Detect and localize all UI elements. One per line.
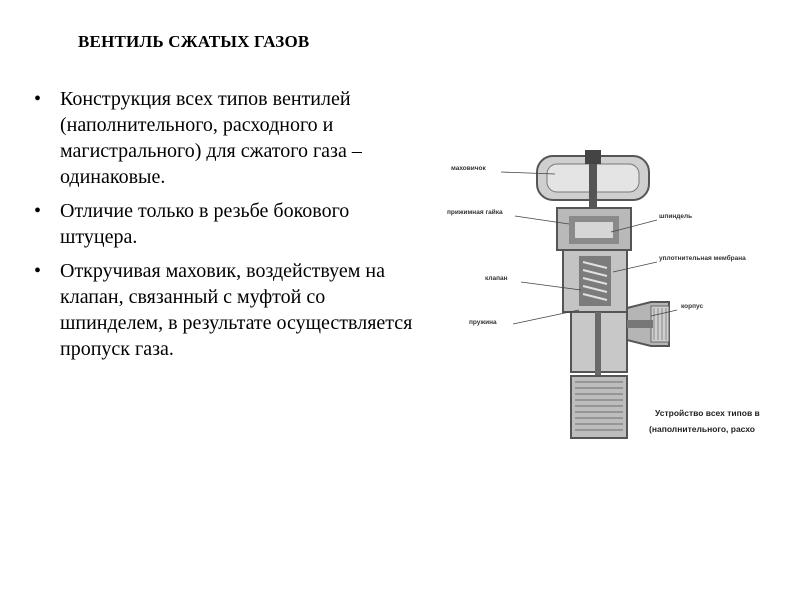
valve-body-drawing [563,250,627,438]
bullet-text: Откручивая маховик, воздействуем на клапан, связанный с муфтой со шпинделем, в результате осуществляется пропуск газа. [60,260,413,360]
label-clamp-nut: прижимная гайка [447,209,503,216]
label-spindle: шпиндель [659,213,693,220]
bullet-item [34,86,424,190]
bullet-marker: • [34,88,42,110]
handwheel-drawing [537,150,649,214]
figure-caption-line-1: Устройство всех типов в [655,408,760,418]
side-outlet-drawing [627,302,669,346]
bullet-text: Отличие только в резьбе бокового штуцера. [60,200,350,248]
slide-title: ВЕНТИЛЬ СЖАТЫХ ГАЗОВ [78,32,310,51]
clamp-nut-drawing [557,208,631,250]
label-body: корпус [681,303,704,310]
figure-caption-line-2: (наполнительного, расхо [649,424,755,434]
label-membrane: уплотнительная мембрана [659,255,746,262]
bullet-marker: • [34,260,42,282]
bullet-marker: • [34,200,42,222]
bullet-text: Конструкция всех типов вентилей (наполнительного, расходного и магистрального) для сжатого газа – одинаковые. [60,88,362,188]
valve-cross-section-figure [445,140,785,450]
bullet-list [34,86,424,370]
bullet-item [34,258,424,362]
bullet-item [34,198,424,250]
label-handwheel: маховичок [451,165,486,172]
label-spring: пружина [469,319,497,326]
label-valve: клапан [485,275,508,282]
